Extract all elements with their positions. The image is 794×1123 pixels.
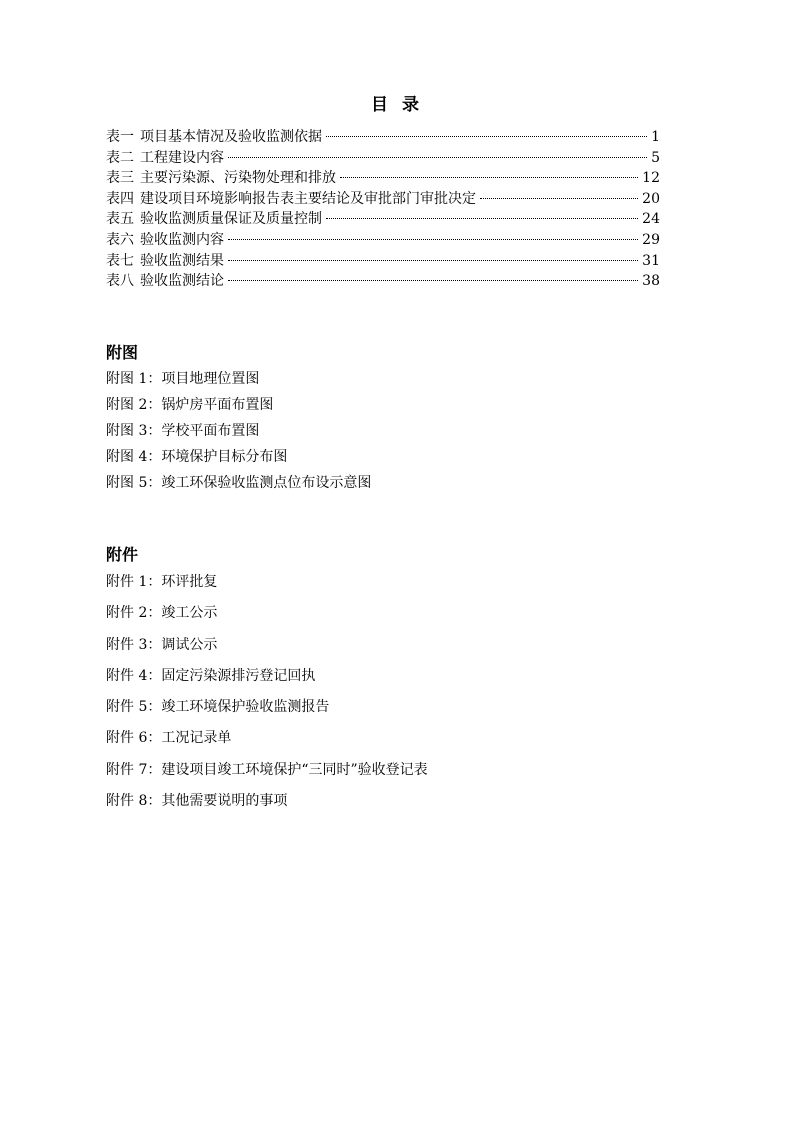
toc-dot-leader: [326, 136, 647, 137]
toc-entry-page: 38: [642, 273, 660, 290]
toc-entry[interactable]: [106, 148, 660, 169]
toc-entry[interactable]: [106, 168, 660, 189]
toc-entry[interactable]: [106, 251, 660, 272]
toc-title: 目 录: [371, 95, 423, 115]
toc-dot-leader: [326, 218, 638, 219]
figure-list-item: 附图 4：环境保护目标分布图: [106, 449, 288, 465]
toc-entry-title: 主要污染源、污染物处理和排放: [140, 170, 336, 187]
figure-list-item: 附图 1：项目地理位置图: [106, 371, 260, 387]
toc-entry-page: 12: [642, 170, 660, 187]
toc-entry-page: 20: [642, 190, 660, 207]
attachment-list-item: 附件 1：环评批复: [106, 574, 218, 590]
attachment-list-item: 附件 7：建设项目竣工环境保护“三同时”验收登记表: [106, 761, 428, 778]
figure-list-item: 附图 2：锅炉房平面布置图: [106, 397, 274, 413]
attachments-list: [106, 567, 428, 817]
toc-entry[interactable]: [106, 230, 660, 251]
toc-entry-page: 5: [651, 149, 660, 166]
toc-dot-leader: [228, 157, 647, 158]
toc-entry-number: 表二: [106, 149, 134, 166]
toc-dot-leader: [340, 177, 638, 178]
toc-entry-title: 验收监测结果: [140, 252, 224, 269]
toc-entry-number: 表三: [106, 170, 134, 187]
toc-entry-title: 验收监测质量保证及质量控制: [140, 211, 322, 228]
toc-entry-number: 表六: [106, 231, 134, 248]
toc-dot-leader: [228, 260, 638, 261]
figures-list: [106, 366, 371, 496]
toc-entry-page: 1: [651, 129, 660, 145]
attachment-list-item: 附件 6：工况记录单: [106, 730, 232, 747]
toc-entry-number: 表七: [106, 252, 134, 269]
figure-list-item: 附图 5：竣工环保验收监测点位布设示意图: [106, 475, 372, 491]
toc-dot-leader: [228, 239, 638, 240]
toc-entry-page: 29: [642, 231, 660, 248]
toc-entry-page: 24: [642, 211, 660, 228]
toc-entry-page: 31: [642, 252, 660, 269]
toc-entry[interactable]: [106, 189, 660, 210]
attachment-list-item: 附件 3：调试公示: [106, 636, 218, 653]
toc-entry-title: 工程建设内容: [140, 149, 224, 166]
toc-entry-title: 建设项目环境影响报告表主要结论及审批部门审批决定: [140, 190, 476, 207]
attachment-list-item: 附件 5：竣工环境保护验收监测报告: [106, 699, 330, 716]
toc-entry-title: 验收监测结论: [140, 273, 224, 290]
attachment-list-item: 附件 2：竣工公示: [106, 605, 218, 622]
toc-entry[interactable]: [106, 127, 660, 148]
attachment-list-item: 附件 8：其他需要说明的事项: [106, 793, 288, 810]
figures-heading: 附图: [106, 343, 139, 362]
toc-entry-number: 表四: [106, 190, 134, 207]
toc-entry[interactable]: [106, 271, 660, 292]
toc-dot-leader: [228, 280, 638, 281]
toc-entry-number: 表八: [106, 273, 134, 290]
figure-list-item: 附图 3：学校平面布置图: [106, 423, 260, 439]
toc-dot-leader: [480, 198, 638, 199]
toc-entry-number: 表五: [106, 211, 134, 228]
toc-entry-title: 项目基本情况及验收监测依据: [140, 129, 322, 145]
toc-entry-number: 表一: [106, 129, 134, 145]
toc-entry[interactable]: [106, 209, 660, 230]
toc-entry-title: 验收监测内容: [140, 231, 224, 248]
attachments-heading: 附件: [106, 545, 139, 564]
attachment-list-item: 附件 4：固定污染源排污登记回执: [106, 667, 316, 684]
toc-list: [106, 127, 660, 292]
